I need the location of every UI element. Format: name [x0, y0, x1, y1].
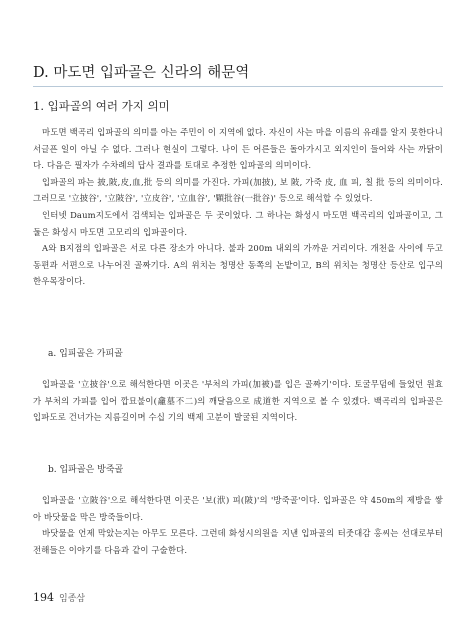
paragraph: 입파골의 파는 披,陂,皮,血,批 등의 의미를 가진다. 가피(加披), 보 陂, 가죽 皮, 血 피, 칠 批 등의 의미이다. 그러므로 '立披谷', '立陂谷', '立皮谷', '立血谷', '顆批谷(一批谷)' 등으로 해석할 수 있었다.	[33, 176, 443, 204]
section-body	[33, 124, 443, 290]
title-divider	[33, 86, 443, 87]
paragraph: 입파골을 '立披谷'으로 해석한다면 이곳은 '부처의 가피(加被)를 입은 골짜기'이다. 토굴무덤에 들었던 원효가 부처의 가피를 입어 깝묘불이(龕墓不二)의 깨달음으로 成道한 지역으로 볼 수 있겠다. 백곡리의 입파골은 입파도로 건너가는 지름길이며 수십 기의 백제 고분이 발굴된 지역이다.	[33, 379, 443, 423]
page-number: 194	[33, 591, 54, 604]
paragraph: 입파골을 '立陂谷'으로 해석한다면 이곳은 '보(洑) 피(陂)'의 '방죽골'이다. 입파골은 약 450m의 제방을 쌓아 바닷물을 막은 방죽들이다.	[33, 495, 443, 522]
author-name: 임종삼	[59, 594, 86, 604]
paragraph: 마도면 백곡리 입파골의 의미를 아는 주민이 이 지역에 없다. 자신이 사는 마을 이름의 유래를 알지 못한다니 서글픈 일이 아닐 수 없다. 그러나 현실이 그렇다. 나이 든 어른들은 돌아가시고 외지인이 들어와 사는 까닭이다. 다음은 필자가 수차례의 답사 결과를 토대로 추정한 입파골의 의미이다.	[33, 127, 443, 171]
subsection-heading-b: b. 입파골은 방죽골	[48, 465, 124, 475]
paragraph: A와 B지점의 입파골은 서로 다른 장소가 아니다. 불과 200m 내외의 가까운 거리이다. 개천을 사이에 두고 동편과 서편으로 나누어진 골짜기다. A의 위치는 청명산 동쪽의 논밭이고, B의 위치는 청명산 등산로 입구의 한우목장이다.	[33, 243, 443, 287]
section-title: 1. 입파골의 여러 가지 의미	[33, 99, 170, 113]
subsection-a-body	[33, 376, 443, 426]
paragraph: 바닷물을 언제 막았는지는 아무도 모른다. 그런데 화성시의원을 지낸 입파골의 터줏대감 홍씨는 선대로부터 전해들은 이야기를 다음과 같이 구술한다.	[33, 528, 443, 555]
page-footer	[33, 591, 85, 606]
subsection-heading-a: a. 입피골은 가피골	[48, 349, 123, 359]
subsection-b-body	[33, 492, 443, 558]
paragraph: 인터넷 Daum지도에서 검색되는 입파골은 두 곳이었다. 그 하나는 화성시 마도면 백곡리의 입파골이고, 그 둘은 화성시 마도면 고모리의 입파골이다.	[33, 209, 443, 237]
chapter-title: D. 마도면 입파골은 신라의 해문역	[33, 65, 250, 81]
